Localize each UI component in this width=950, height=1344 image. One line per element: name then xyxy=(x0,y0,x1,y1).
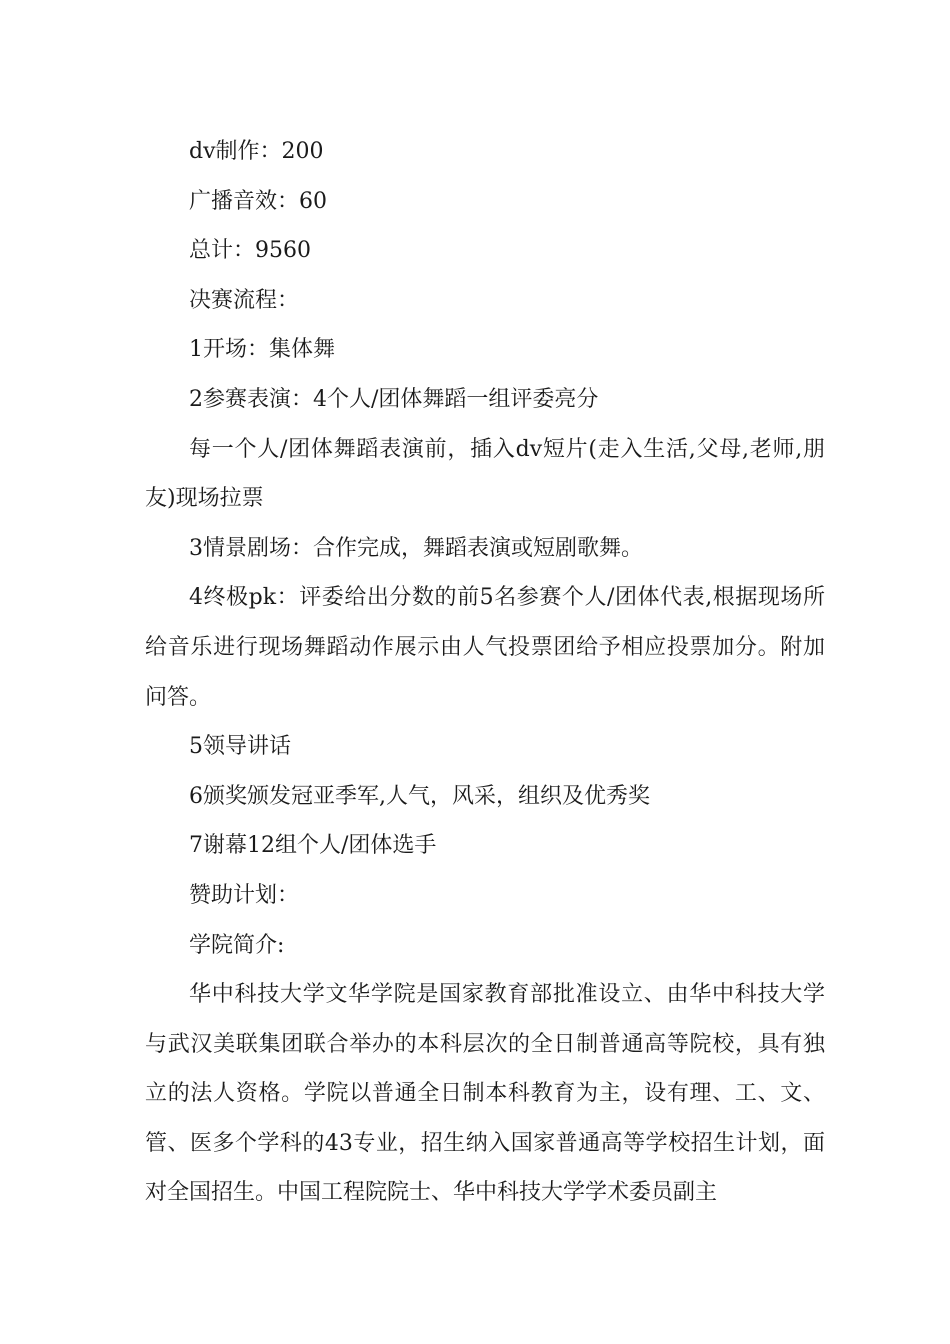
paragraph-step-6: 6颁奖颁发冠亚季军,人气，风采，组织及优秀奖 xyxy=(189,783,650,809)
document-body xyxy=(145,127,825,1218)
paragraph-broadcast-cost: 广播音效：60 xyxy=(189,188,327,214)
paragraph-college-heading: 学院简介: xyxy=(189,932,285,958)
paragraph-college-intro: 华中科技大学文华学院是国家教育部批准设立、由华中科技大学与武汉美联集团联合举办的本科层次的全日制普通高等院校，具有独立的法人资格。学院以普通全日制本科教育为主，设有理、工、文、管、医多个学科的43专业，招生纳入国家普通高等学校招生计划，面对全国招生。中国工程院院士、华中科技大学学术委员副主 xyxy=(145,982,825,1206)
paragraph-dv-cost: dv制作：200 xyxy=(189,139,324,164)
paragraph-total: 总计：9560 xyxy=(189,238,311,264)
paragraph-sponsorship-heading: 赞助计划： xyxy=(189,882,300,908)
paragraph-finals-heading: 决赛流程： xyxy=(189,287,300,313)
paragraph-step-3: 3情景剧场：合作完成，舞蹈表演或短剧歌舞。 xyxy=(189,535,643,561)
paragraph-step-7: 7谢幕12组个人/团体选手 xyxy=(189,833,437,859)
paragraph-step-5: 5领导讲话 xyxy=(189,734,291,760)
paragraph-step-2: 2参赛表演：4个人/团体舞蹈一组评委亮分 xyxy=(189,386,599,412)
paragraph-step-2-detail: 每一个人/团体舞蹈表演前，插入dv短片(走入生活,父母,老师,朋友)现场拉票 xyxy=(145,436,825,512)
paragraph-step-1: 1开场：集体舞 xyxy=(189,337,335,363)
paragraph-step-4: 4终极pk：评委给出分数的前5名参赛个人/团体代表,根据现场所给音乐进行现场舞蹈动作展示由人气投票团给予相应投票加分。附加问答。 xyxy=(145,585,825,710)
